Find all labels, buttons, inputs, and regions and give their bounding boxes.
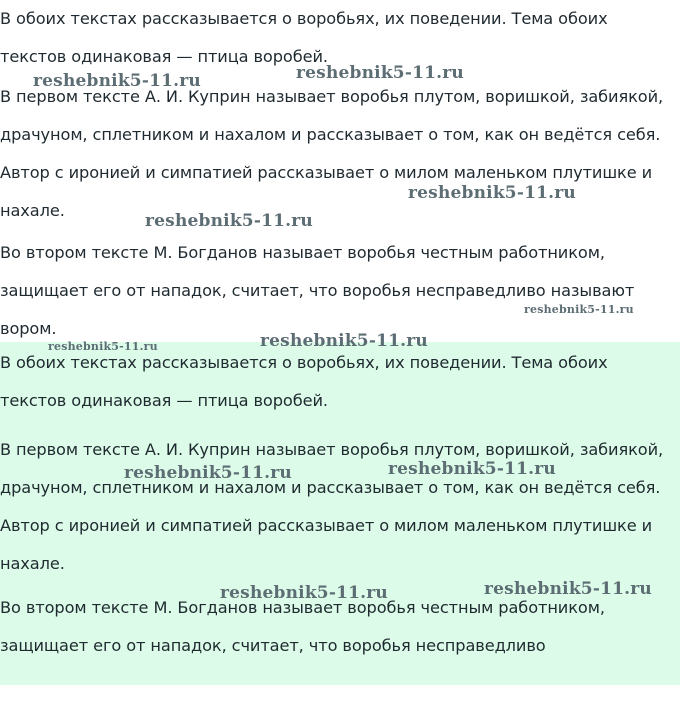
text-block-top <box>0 0 680 342</box>
paragraph-kuprin: В первом тексте А. И. Куприн называет воробья плутом, воришкой, забиякой, драчуном, сплетником и нахалом и рассказывает о том, как он ведётся себя. Автор с иронией и симпатией рассказывает о милом маленьком плутишке и нахале. <box>0 440 664 573</box>
paragraph-kuprin: В первом тексте А. И. Куприн называет воробья плутом, воришкой, забиякой, драчуном, сплетником и нахалом и рассказывает о том, как он ведётся себя. Автор с иронией и симпатией рассказывает о милом маленьком плутишке и нахале. <box>0 87 664 220</box>
watermark: reshebnik5-11.ru <box>124 463 292 483</box>
text-block-highlighted <box>0 342 680 685</box>
watermark: reshebnik5-11.ru <box>484 579 652 599</box>
paragraph-theme: В обоих текстах рассказывается о воробьях, их поведении. Тема обоих текстов одинаковая — птица воробей. <box>0 353 608 410</box>
watermark: reshebnik5-11.ru <box>296 63 464 83</box>
paragraph-bogdanov: Во втором тексте М. Богданов называет воробья честным работником, защищает его от нападок, считает, что воробья несправедливо называют вором. <box>0 243 635 338</box>
watermark: reshebnik5-11.ru <box>145 211 313 231</box>
watermark: reshebnik5-11.ru <box>220 583 388 603</box>
watermark: reshebnik5-11.ru <box>388 459 556 479</box>
watermark: reshebnik5-11.ru <box>33 71 201 91</box>
watermark: reshebnik5-11.ru <box>260 331 428 351</box>
watermark: reshebnik5-11.ru <box>524 303 634 316</box>
watermark: reshebnik5-11.ru <box>48 340 158 353</box>
watermark: reshebnik5-11.ru <box>408 183 576 203</box>
paragraph-theme: В обоих текстах рассказывается о воробьях, их поведении. Тема обоих текстов одинаковая — птица воробей. <box>0 9 608 66</box>
paragraph-bogdanov: Во втором тексте М. Богданов называет воробья честным работником, защищает его от нападок, считает, что воробья несправедливо <box>0 598 605 655</box>
